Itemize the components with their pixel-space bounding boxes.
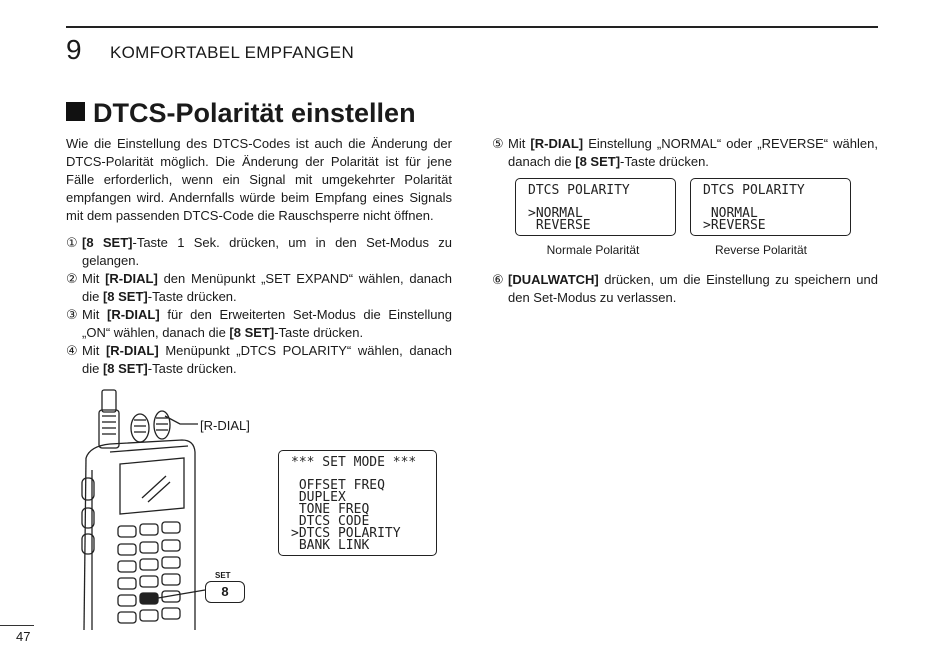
section-title-text: DTCS-Polarität einstellen <box>93 98 416 128</box>
key-name: [R-DIAL] <box>105 271 158 286</box>
step-text: Mit <box>82 271 106 286</box>
knob-right <box>154 411 170 439</box>
lcd-line: >DTCS POLARITY <box>291 526 401 541</box>
step-item <box>492 135 878 171</box>
key-name: [R-DIAL] <box>530 136 584 151</box>
key-name: [8 SET] <box>229 325 275 340</box>
step-number: ⑤ <box>492 136 504 151</box>
square-bullet-icon <box>66 102 85 121</box>
right-column <box>492 135 878 171</box>
lcd-line: >REVERSE <box>703 218 766 233</box>
page-number: 47 <box>16 629 31 644</box>
step-item <box>66 342 452 378</box>
lcd-line: TONE FREQ <box>291 502 370 517</box>
lcd-line: DTCS POLARITY <box>528 183 630 198</box>
steps-list-right <box>492 135 878 171</box>
step-text: Einstellung „NORMAL“ oder „REVERSE“ wählen, danach die <box>508 136 878 169</box>
page-rule <box>0 625 34 626</box>
step-six-block <box>492 271 878 307</box>
step-item <box>492 271 878 307</box>
caption-normal: Normale Polarität <box>546 243 640 257</box>
knob-left <box>131 414 149 442</box>
top-rule <box>66 26 878 28</box>
lcd-line: DUPLEX <box>291 490 346 505</box>
step-text: -Taste drücken. <box>620 154 709 169</box>
key-name: [R-DIAL] <box>106 307 160 322</box>
step-item <box>66 306 452 342</box>
step-text: -Taste drücken. <box>147 361 237 376</box>
chapter-number: 9 <box>66 34 82 65</box>
step-text: den Menüpunkt „SET EXPAND“ wählen, danach die <box>82 271 452 304</box>
key-name: [8 SET] <box>102 361 148 376</box>
step-number: ④ <box>66 343 78 358</box>
lcd-line: DTCS POLARITY <box>703 183 805 198</box>
step-number: ⑥ <box>492 272 504 287</box>
step-text: Mit <box>82 343 106 358</box>
antenna-tip <box>102 390 116 412</box>
lcd-line: BANK LINK <box>291 538 370 553</box>
key-name: [DUALWATCH] <box>508 272 599 287</box>
lcd-line: *** SET MODE *** <box>291 455 417 470</box>
step-text: -Taste drücken. <box>274 325 364 340</box>
step-text: für den Erweiterten Set-Modus die Einstellung „ON“ wählen, danach die <box>82 307 452 340</box>
step-text: Mit <box>82 307 107 322</box>
step-text: -Taste drücken. <box>147 289 237 304</box>
steps-list-left <box>66 234 452 378</box>
step-item <box>66 234 452 270</box>
step-text: -Taste 1 Sek. drücken, um in den Set-Modus zu gelangen. <box>82 235 452 268</box>
lcd-normal-polarity <box>515 178 676 236</box>
lcd-line: OFFSET FREQ <box>291 478 385 493</box>
lcd-line: DTCS CODE <box>291 514 370 529</box>
rdial-label: [R-DIAL] <box>200 418 250 433</box>
key-name: [R-DIAL] <box>105 343 159 358</box>
left-column <box>66 135 452 378</box>
lcd-line: NORMAL <box>703 206 758 221</box>
lcd-line: REVERSE <box>528 218 591 233</box>
key-name: [8 SET] <box>82 235 133 250</box>
step-text: Mit <box>508 136 531 151</box>
step-item <box>66 270 452 306</box>
set-key-8: 8 <box>205 581 245 603</box>
step-number: ① <box>66 235 78 250</box>
lcd-set-mode <box>278 450 437 556</box>
lcd-line: >NORMAL <box>528 206 583 221</box>
steps-list-right-2 <box>492 271 878 307</box>
key-name: [8 SET] <box>575 154 621 169</box>
chapter-title: KOMFORTABEL EMPFANGEN <box>110 43 355 62</box>
step-text: drücken, um die Einstellung zu speichern und den Set-Modus zu verlassen. <box>508 272 878 305</box>
set-key-label: SET <box>215 571 231 580</box>
lcd-reverse-polarity <box>690 178 851 236</box>
caption-reverse: Reverse Polarität <box>714 243 808 257</box>
step-text: Menüpunkt „DTCS POLARITY“ wählen, danach die <box>82 343 452 376</box>
intro-paragraph: Wie die Einstellung des DTCS-Codes ist auch die Änderung der DTCS-Polarität möglich. Die Änderung der Polarität ist für jene Fälle erforderlich, wenn ein Signal mit umgekehrter Polarität empfangen wird. Andernfalls würde beim Empfang eines Signals mit dem passenden DTCS-Code die Rauschsperre nicht öffnen. <box>66 136 452 223</box>
radio-display <box>120 458 184 514</box>
step-number: ③ <box>66 307 78 322</box>
key-name: [8 SET] <box>102 289 148 304</box>
section-title <box>66 96 416 130</box>
step-number: ② <box>66 271 78 286</box>
